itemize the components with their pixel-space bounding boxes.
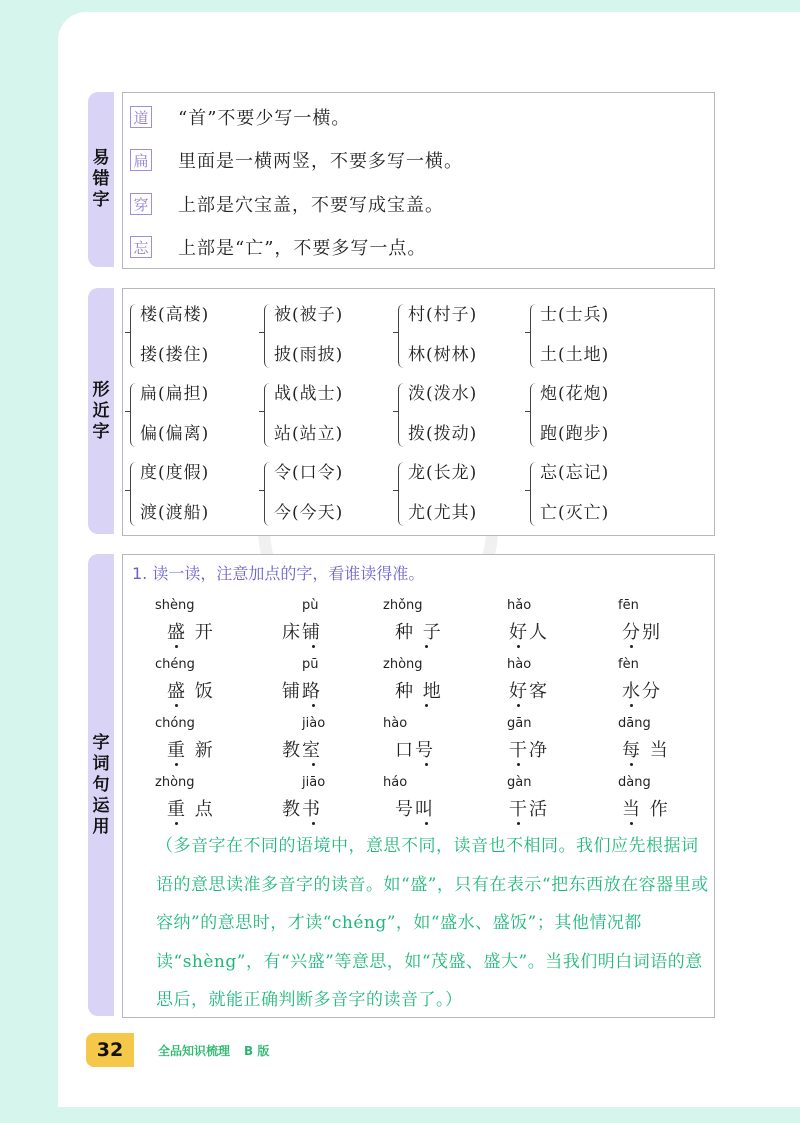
pinyin: chéng — [155, 657, 195, 672]
word-item — [610, 598, 720, 650]
emphasis-dot — [630, 763, 633, 766]
word-text: 重 新 — [167, 740, 215, 761]
word-text: 号叫 — [395, 799, 435, 820]
pair-top: 炮(花炮) — [540, 384, 610, 404]
word-item — [383, 598, 493, 650]
word-item — [270, 598, 380, 650]
pair-bottom: 土(土地) — [540, 345, 610, 365]
word-text: 好人 — [509, 622, 549, 643]
pair-top: 忘(忘记) — [540, 463, 610, 483]
pair-bottom: 搂(搂住) — [140, 345, 210, 365]
emphasis-dot — [175, 704, 178, 707]
brace — [398, 462, 407, 526]
brace — [264, 462, 273, 526]
tab-char: 形 — [92, 379, 110, 400]
emphasis-dot — [517, 704, 520, 707]
tab-char: 近 — [92, 400, 110, 421]
word-item — [383, 716, 493, 768]
pinyin: fèn — [618, 657, 639, 672]
word-text: 盛 饭 — [167, 681, 215, 702]
book-title: 全品知识梳理 — [158, 1044, 231, 1058]
word-text: 床铺 — [282, 622, 322, 643]
word-item — [497, 775, 607, 827]
emphasis-dot — [312, 822, 315, 825]
tab-char: 句 — [92, 774, 110, 795]
brace — [130, 304, 139, 368]
note-text: “首”不要少写一横。 — [178, 108, 351, 129]
pinyin: jiào — [302, 716, 326, 731]
word-item — [610, 716, 720, 768]
similar-pair — [398, 458, 523, 530]
tab-char: 错 — [92, 169, 110, 189]
word-text: 水分 — [622, 681, 662, 702]
similar-pair — [130, 458, 255, 530]
pair-bottom: 今(今天) — [274, 503, 344, 523]
emphasis-dot — [175, 822, 178, 825]
pair-top: 度(度假) — [140, 463, 210, 483]
word-item — [610, 657, 720, 709]
word-text: 重 点 — [167, 799, 215, 820]
pinyin: zhòng — [155, 775, 195, 790]
word-item — [155, 716, 265, 768]
word-text: 干活 — [509, 799, 549, 820]
pair-bottom: 偏(偏离) — [140, 424, 210, 444]
similar-pair — [398, 300, 523, 372]
brace — [264, 304, 273, 368]
tab-char: 易 — [92, 148, 110, 168]
word-item — [497, 657, 607, 709]
word-text: 教书 — [282, 799, 322, 820]
emphasis-dot — [425, 822, 428, 825]
pinyin: gān — [507, 716, 532, 731]
similar-pair — [530, 379, 655, 451]
emphasis-dot — [425, 763, 428, 766]
pinyin: dàng — [618, 775, 651, 790]
brace — [530, 304, 539, 368]
word-item — [270, 716, 380, 768]
pair-bottom: 尤(尤其) — [408, 503, 478, 523]
word-text: 每 当 — [622, 740, 670, 761]
emphasis-dot — [312, 645, 315, 648]
pinyin: háo — [383, 775, 408, 790]
explanation-text: （多音字在不同的语境中，意思不同，读音也不相同。我们应先根据词语的意思读准多音字的读音。如“盛”，只有在表示“把东西放在容器里或容纳”的意思时，才读“chéng”，如“盛水、盛饭”；其他情况都读“shèng”，有“兴盛”等意思，如“茂盛、盛大”。当我们明白词语的意思后，就能正确判断多音字的读音了。） — [156, 836, 709, 1010]
note-text: 上部是“亡”，不要多写一点。 — [178, 238, 427, 259]
similar-pair — [530, 300, 655, 372]
emphasis-dot — [425, 645, 428, 648]
word-text: 好客 — [509, 681, 549, 702]
word-text: 分别 — [622, 622, 662, 643]
tab-char: 运 — [92, 795, 110, 816]
similar-pair — [530, 458, 655, 530]
pair-bottom: 拨(拨动) — [408, 424, 478, 444]
brace — [264, 383, 273, 447]
word-item — [497, 716, 607, 768]
pinyin: pū — [302, 657, 319, 672]
edition-label: B 版 — [244, 1044, 270, 1058]
char-box: 穿 — [130, 193, 152, 215]
similar-pair — [130, 379, 255, 451]
emphasis-dot — [175, 763, 178, 766]
brace — [130, 383, 139, 447]
pair-top: 龙(长龙) — [408, 463, 478, 483]
pinyin: hǎo — [507, 598, 532, 613]
emphasis-dot — [517, 763, 520, 766]
emphasis-dot — [517, 645, 520, 648]
pair-bottom: 渡(渡船) — [140, 503, 210, 523]
easy-wrong-row — [130, 104, 350, 130]
pair-top: 泼(泼水) — [408, 384, 478, 404]
note-text: 里面是一横两竖，不要多写一横。 — [178, 151, 463, 172]
word-text: 铺路 — [282, 681, 322, 702]
pair-top: 被(被子) — [274, 305, 344, 325]
word-text: 教室 — [282, 740, 322, 761]
brace — [530, 462, 539, 526]
pinyin: zhòng — [383, 657, 423, 672]
emphasis-dot — [425, 704, 428, 707]
word-text: 种 子 — [395, 622, 443, 643]
pinyin: chóng — [155, 716, 195, 731]
similar-pair — [264, 300, 389, 372]
tab-easy-wrong — [88, 92, 114, 267]
word-item — [610, 775, 720, 827]
emphasis-dot — [630, 822, 633, 825]
tab-char: 字 — [92, 421, 110, 442]
pinyin: pù — [302, 598, 319, 613]
pair-bottom: 亡(灭亡) — [540, 503, 610, 523]
word-text: 口号 — [395, 740, 435, 761]
tab-char: 字 — [92, 732, 110, 753]
pinyin: gàn — [507, 775, 532, 790]
brace — [398, 304, 407, 368]
question-title: 1. 读一读，注意加点的字，看谁读得准。 — [132, 564, 425, 583]
pinyin: hào — [383, 716, 408, 731]
pair-top: 士(士兵) — [540, 305, 610, 325]
similar-pair — [264, 379, 389, 451]
brace — [530, 383, 539, 447]
word-item — [383, 657, 493, 709]
tab-char: 词 — [92, 753, 110, 774]
pair-top: 令(口令) — [274, 463, 344, 483]
word-item — [270, 657, 380, 709]
pair-bottom: 跑(跑步) — [540, 424, 610, 444]
tab-usage — [88, 554, 114, 1016]
pair-top: 村(村子) — [408, 305, 478, 325]
pair-bottom: 林(树林) — [408, 345, 478, 365]
pinyin: zhǒng — [383, 598, 423, 613]
char-box: 道 — [130, 106, 152, 128]
tab-char: 字 — [92, 190, 110, 210]
word-text: 干净 — [509, 740, 549, 761]
easy-wrong-row — [130, 147, 463, 173]
word-text: 盛 开 — [167, 622, 215, 643]
word-item — [155, 775, 265, 827]
emphasis-dot — [312, 704, 315, 707]
pair-top: 楼(高楼) — [140, 305, 210, 325]
pinyin: hào — [507, 657, 532, 672]
tab-similar — [88, 288, 114, 534]
pinyin: jiāo — [302, 775, 326, 790]
word-item — [497, 598, 607, 650]
note-text: 上部是穴宝盖，不要写成宝盖。 — [178, 195, 444, 216]
easy-wrong-row — [130, 191, 444, 217]
pair-bottom: 站(站立) — [274, 424, 344, 444]
footer-label — [158, 1042, 269, 1059]
emphasis-dot — [312, 763, 315, 766]
brace — [130, 462, 139, 526]
similar-pair — [130, 300, 255, 372]
similar-pair — [264, 458, 389, 530]
emphasis-dot — [630, 704, 633, 707]
pinyin: fēn — [618, 598, 639, 613]
pinyin: dāng — [618, 716, 651, 731]
emphasis-dot — [630, 645, 633, 648]
emphasis-dot — [175, 645, 178, 648]
page-number: 32 — [86, 1033, 134, 1067]
word-item — [155, 598, 265, 650]
emphasis-dot — [517, 822, 520, 825]
pinyin: shèng — [155, 598, 195, 613]
word-item — [155, 657, 265, 709]
easy-wrong-row — [130, 234, 426, 260]
pair-top: 扁(扁担) — [140, 384, 210, 404]
char-box: 扁 — [130, 149, 152, 171]
brace — [398, 383, 407, 447]
word-item — [383, 775, 493, 827]
pair-bottom: 披(雨披) — [274, 345, 344, 365]
tab-char: 用 — [92, 816, 110, 837]
similar-pair — [398, 379, 523, 451]
char-box: 忘 — [130, 236, 152, 258]
pair-top: 战(战士) — [274, 384, 344, 404]
word-text: 种 地 — [395, 681, 443, 702]
word-item — [270, 775, 380, 827]
word-text: 当 作 — [622, 799, 670, 820]
